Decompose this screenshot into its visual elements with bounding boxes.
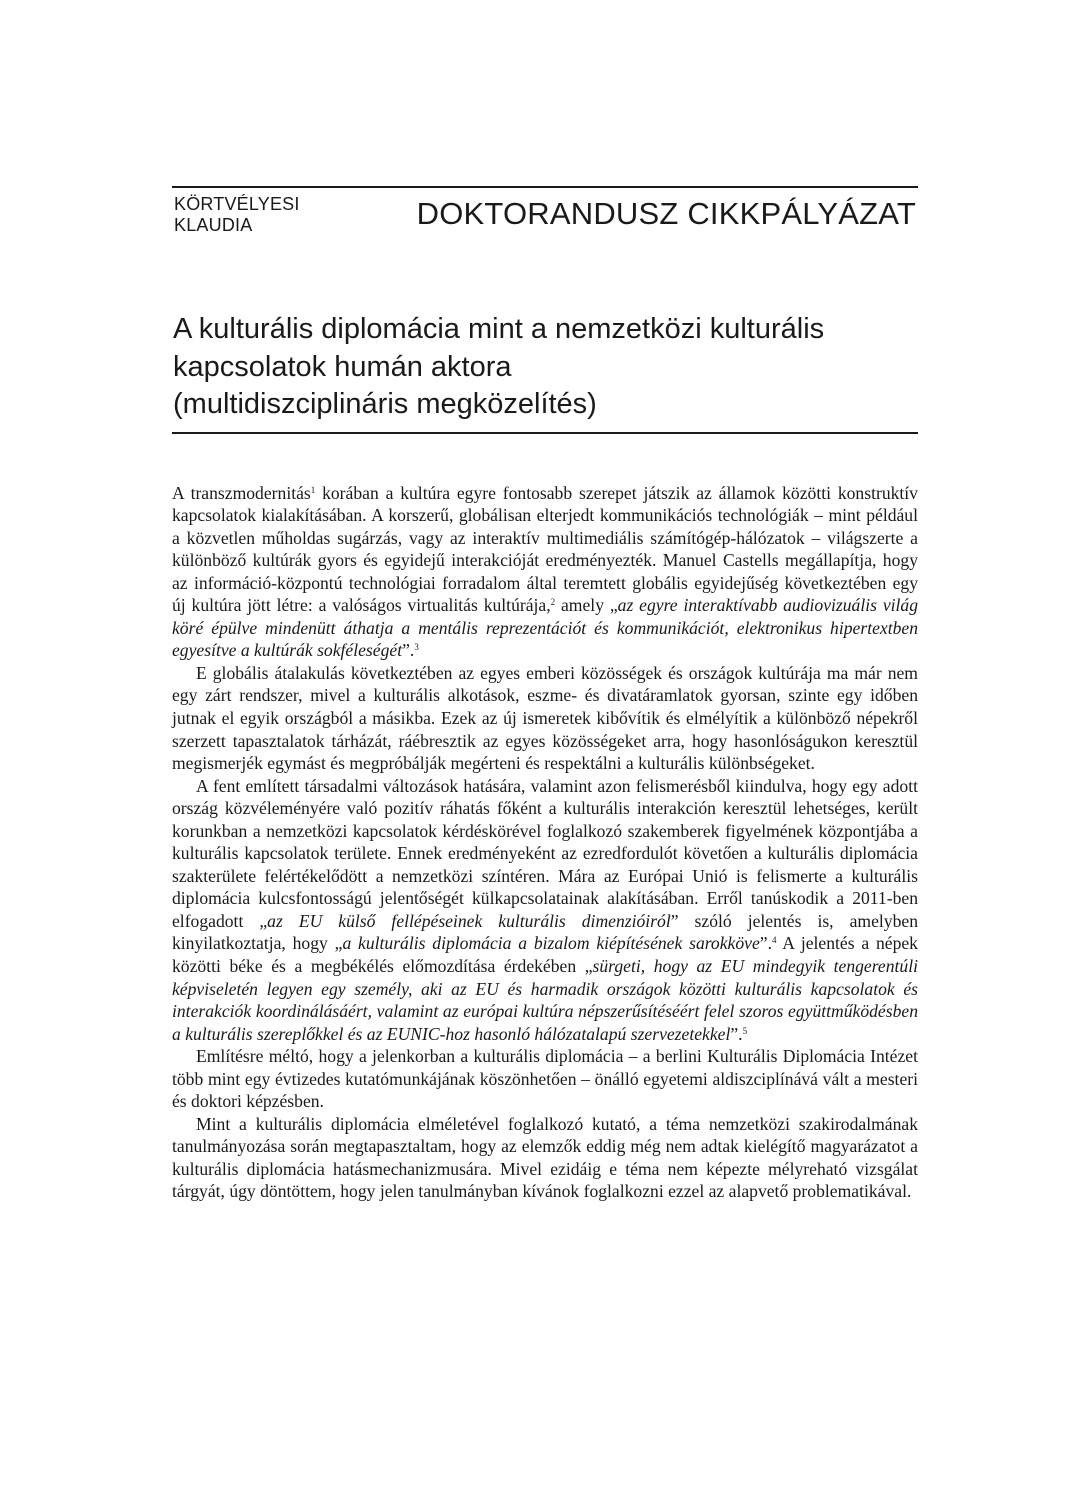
p3-text-5: ”. bbox=[730, 1023, 743, 1044]
footnote-ref-2: 2 bbox=[550, 597, 556, 608]
journal-page bbox=[172, 186, 918, 1203]
author-surname: KÖRTVÉLYESI bbox=[174, 194, 300, 214]
section-heading: DOKTORANDUSZ CIKKPÁLYÁZAT bbox=[416, 196, 916, 231]
p3-text-4: A jelentés a népek közötti béke és a megbékélés előmozdítása érdekében „ bbox=[172, 933, 918, 976]
author-name bbox=[174, 194, 300, 236]
p3-text-1: A fent említett társadalmi változások hatására, valamint azon felismerésből kiindulva, hogy egy adott ország közvéleményére való pozitív ráhatás főként a kulturális interakción keresztül lehetséges, került korunkban a nemzetközi kapcsolatok kérdéskörével foglalkozó szakemberek figyelmének központjába a kulturális kapcsolatok területe. Ennek eredményeként az ezredfordulót követően a kulturális diplomácia szakterülete felértékelődött a nemzetközi színtéren. Mára az Európai Unió is felismerte a kulturális diplomácia kulcsfontosságú jelentőségét külkapcsolatainak alakításában. Erről tanúskodik a 2011-ben elfogadott „ bbox=[172, 775, 918, 931]
title-line-1: A kulturális diplomácia mint a nemzetközi kulturális bbox=[173, 313, 825, 345]
paragraph-2: E globális átalakulás következtében az egyes emberi közösségek és országok kultúrája ma már nem egy zárt rendszer, mivel a kulturális alkotások, eszme- és divatáramlatok gyorsan, szinte egy időben jutnak el egyik országból a másikba. Ezek az új ismeretek kibővítik és elmélyítik a különböző népekről szerzett tapasztalatok tárházát, ráébresztik az egyes közösségeket arra, hogy hasonlóságukon keresztül megismerjék egymást és megpróbálják megérteni és respektálni a kulturális különbségeket. bbox=[172, 662, 918, 774]
p3-quote-report-title: az EU külső fellépéseinek kulturális dimenzióiról bbox=[267, 910, 671, 931]
footnote-ref-5: 5 bbox=[742, 1025, 748, 1036]
p3-quote-cornerstone: a kulturális diplomácia a bizalom kiépítésének sarokköve bbox=[342, 933, 760, 954]
p1-text-4: ”. bbox=[402, 640, 415, 661]
article-body bbox=[172, 482, 918, 1204]
p1-text-3: amely „ bbox=[555, 595, 618, 616]
p3-text-2: ” szóló jelentés is, amelyben kinyilatkoztatja, hogy „ bbox=[172, 910, 918, 954]
footnote-ref-1: 1 bbox=[310, 484, 316, 495]
p3-text-3: ”. bbox=[759, 933, 772, 954]
running-header bbox=[172, 188, 918, 244]
p3-quote-urges: sürgeti, hogy az EU mindegyik tengerentúli képviseletén legyen egy személy, aki az EU és harmadik országok közötti kulturális kapcsolatok és interakciók koordinálásáért, valamint az európai kultúra népszerűsítéséért felel szoros együttműködésben a kulturális szereplőkkel és az EUNIC-hoz hasonló hálózatalapú szervezetekkel bbox=[172, 955, 918, 1044]
footnote-ref-4: 4 bbox=[771, 935, 777, 946]
author-given-name: KLAUDIA bbox=[174, 215, 253, 235]
title-bottom-rule bbox=[172, 432, 918, 434]
p1-text-1: A transzmodernitás bbox=[172, 482, 311, 503]
paragraph-1 bbox=[172, 482, 918, 662]
paragraph-5: Mint a kulturális diplomácia elméletével foglalkozó kutató, a téma nemzetközi szakirodalmának tanulmányozása során megtapasztaltam, hogy az elemzők eddig még nem adtak kielégítő magyarázatot a kulturális diplomácia hatásmechanizmusára. Mivel ezidáig e téma nem képezte mélyreható vizsgálat tárgyát, úgy döntöttem, hogy jelen tanulmányban kívánok foglalkozni ezzel az alapvető problematikával. bbox=[172, 1113, 918, 1202]
footnote-ref-3: 3 bbox=[414, 642, 419, 653]
title-line-3: (multidiszciplináris megközelítés) bbox=[173, 388, 597, 420]
title-line-2: kapcsolatok humán aktora bbox=[173, 350, 512, 383]
article-title bbox=[172, 311, 918, 424]
paragraph-4: Említésre méltó, hogy a jelenkorban a kulturális diplomácia – a berlini Kulturális Diplomácia Intézet több mint egy évtizedes kutatómunkájának köszönhetően – önálló egyetemi aldiszciplínává vált a mesteri és doktori képzésben. bbox=[172, 1046, 918, 1112]
p1-quote-castells: az egyre interaktívabb audiovizuális világ köré épülve mindenütt áthatja a mentális reprezentációt és kommunikációt, elektronikus hipertextben egyesítve a kultúrák sokféleségét bbox=[172, 595, 919, 661]
p1-text-2: korában a kultúra egyre fontosabb szerepet játszik az államok közötti konstruktív kapcsolatok kialakításában. A korszerű, globálisan elterjedt kommunikációs technológiák – mint például a közvetlen műholdas sugárzás, vagy az interaktív multimediális számítógép-hálózatok – világszerte a különböző kultúrák gyors és egyidejű interakcióját eredményezték. Manuel Castells megállapítja, hogy az információ-központú technológiai forradalom által teremtett globális egyidejűség következtében egy új kultúra jött létre: a valóságos virtualitás kultúrája, bbox=[172, 482, 918, 616]
paragraph-3 bbox=[172, 775, 918, 1046]
